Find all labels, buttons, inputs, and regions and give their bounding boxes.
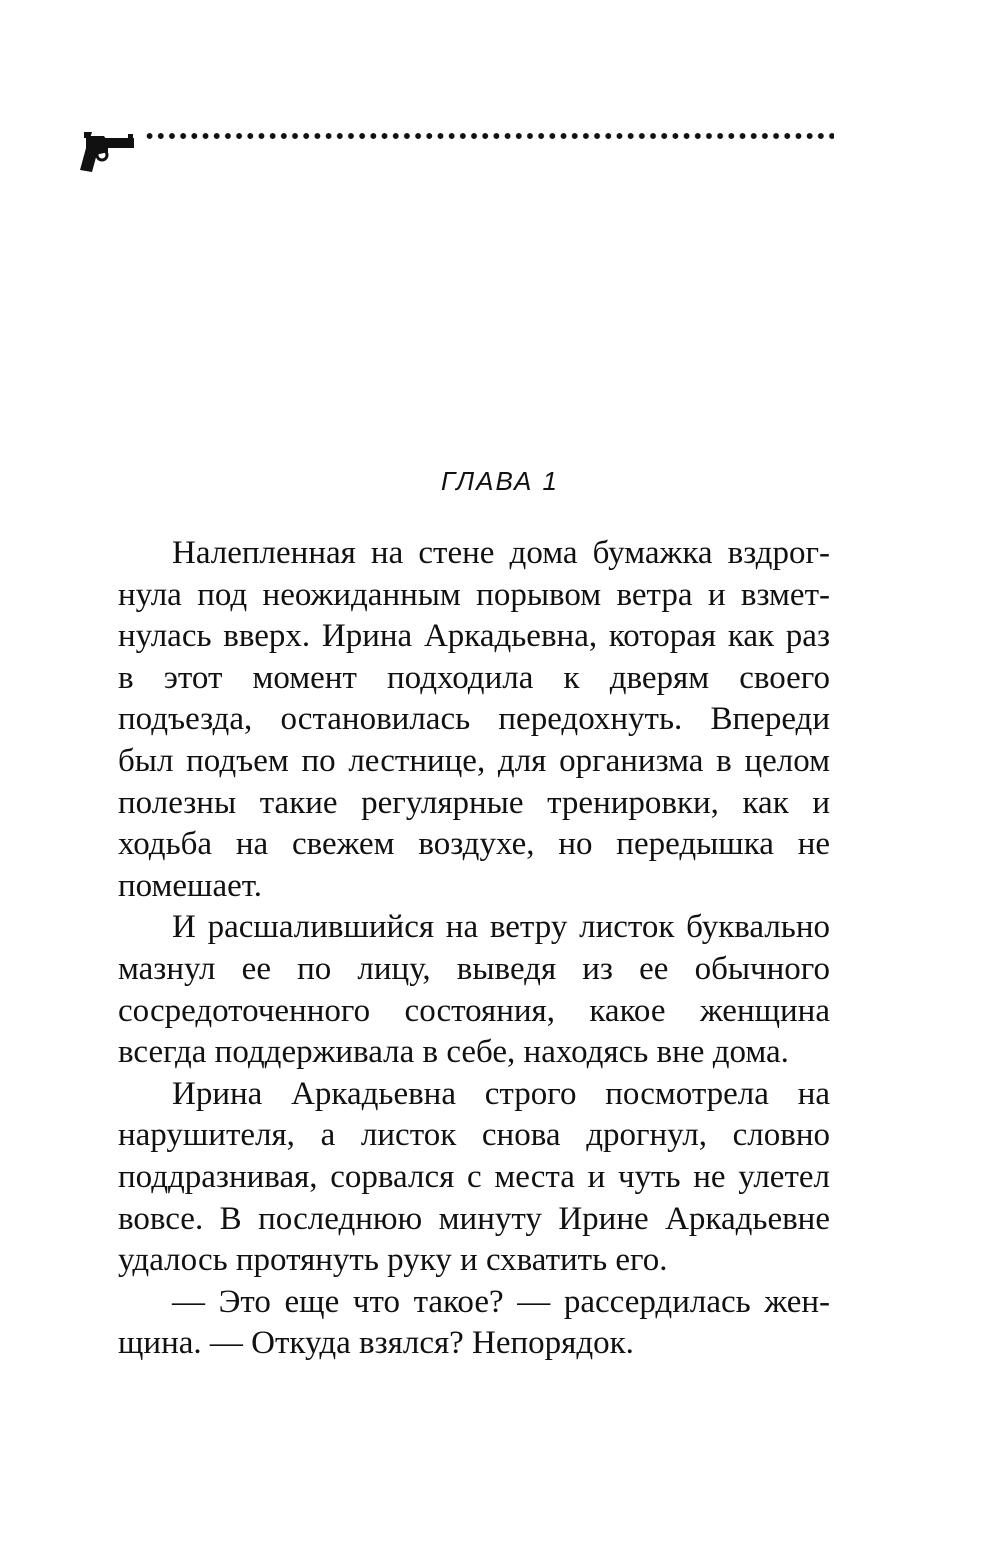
paragraph-1: Налепленная на стене дома бумажка вздрогнула под неожиданным порывом ветра и взметнулась вверх. Ирина Аркадьевна, которая как раз в этот момент подходила к дверям своего подъезда, остановилась передохнуть. Впереди был подъем по лестнице, для организма в целом полезны такие регулярные тренировки, как и ходьба на свежем воздухе, но передышка не помешает. (118, 535, 830, 904)
dotted-rule (144, 133, 834, 139)
body-text (118, 533, 830, 1365)
revolver-icon (78, 118, 140, 174)
page-header (78, 118, 838, 178)
paragraph-2: И расшалившийся на ветру листок буквально мазнул ее по лицу, выведя из ее обычного сосредоточенного состояния, какое женщина всегда поддерживала в себе, находясь вне дома. (118, 909, 830, 1071)
chapter-heading: ГЛАВА 1 (441, 466, 559, 496)
paragraph-4: — Это еще что такое? — рассердилась женщина. — Откуда взялся? Непорядок. (118, 1283, 830, 1362)
paragraph-3: Ирина Аркадьевна строго посмотрела на нарушителя, а листок снова дрогнул, словно поддразнивая, сорвался с места и чуть не улетел вовсе. В последнюю минуту Ирине Аркадьевне удалось протянуть руку и схватить его. (118, 1075, 830, 1279)
